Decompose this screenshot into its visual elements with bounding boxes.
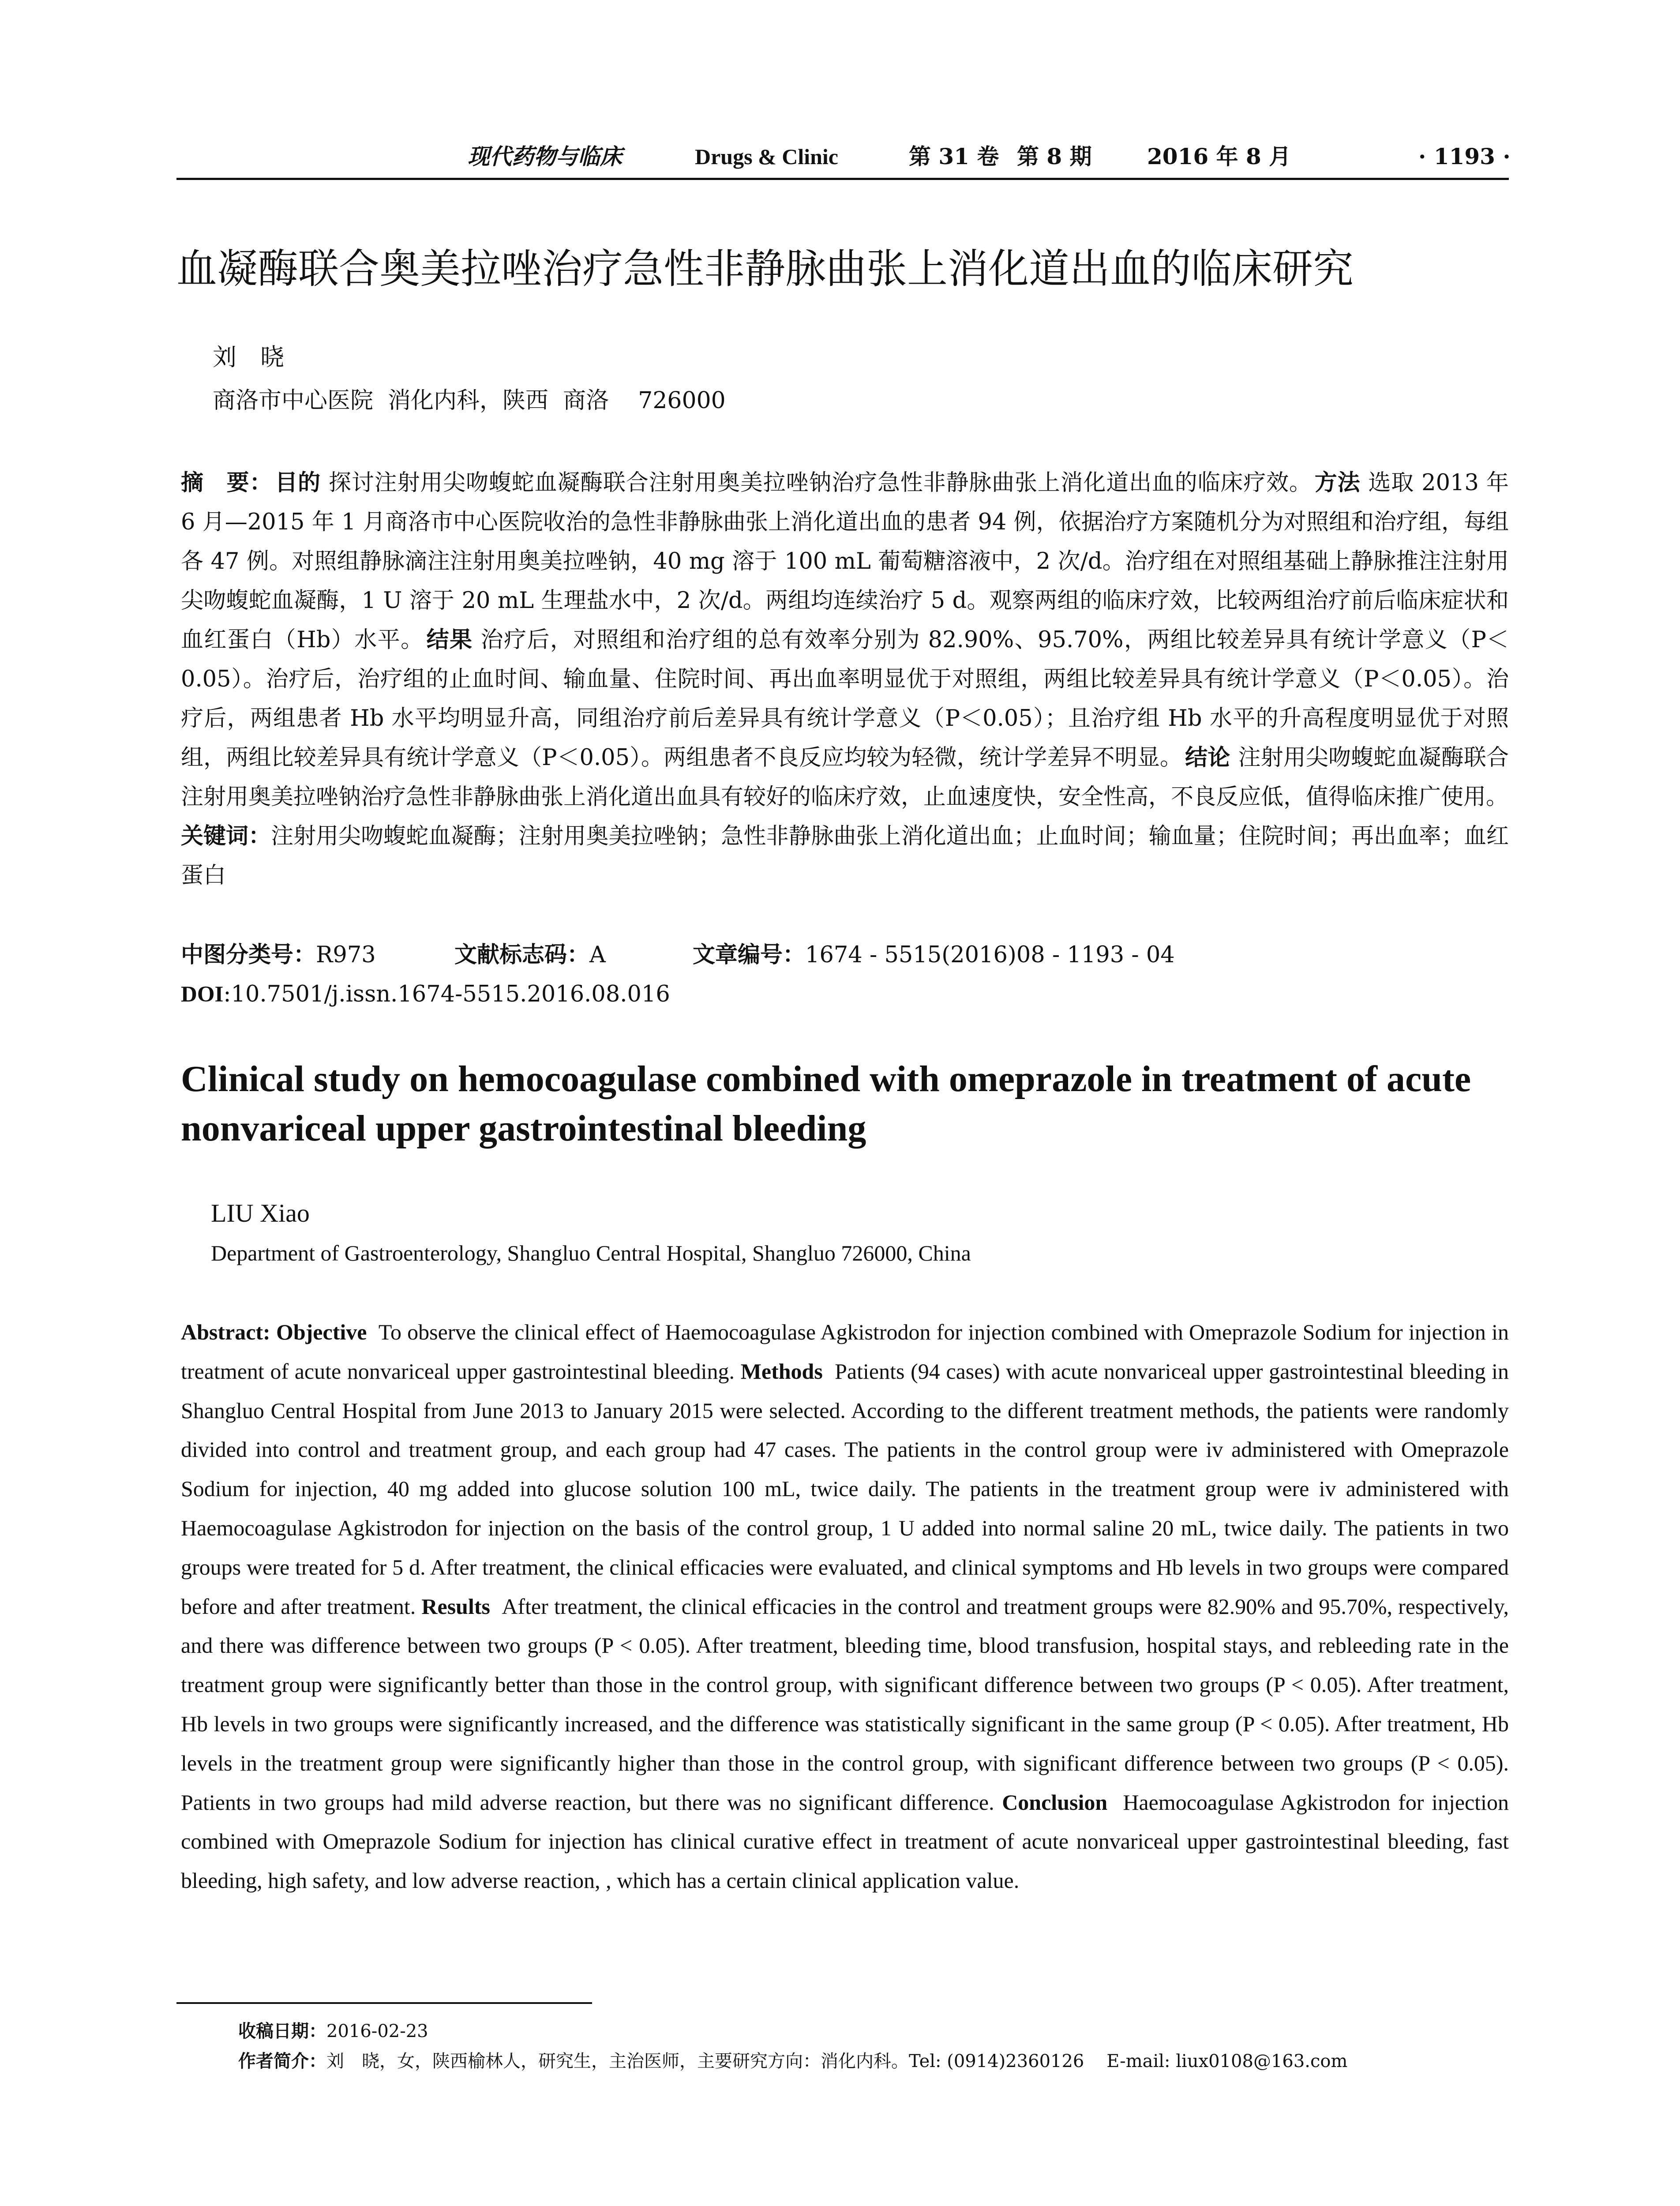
bio-value: 刘 晓，女，陕西榆林人，研究生，主治医师，主要研究方向：消化内科。Tel: (0914)2360126 E-mail: liux0108@163.com [326, 2051, 1348, 2071]
en-author: LIU Xiao [211, 1199, 310, 1227]
header-journal-en: Drugs & Clinic [695, 144, 838, 169]
header-page-number: · 1193 · [1418, 143, 1511, 169]
en-conclusion-label: Conclusion [1002, 1790, 1108, 1815]
doi-label: DOI [181, 982, 224, 1007]
en-abstract [181, 1313, 1509, 1900]
cn-title: 血凝酶联合奥美拉唑治疗急性非静脉曲张上消化道出血的临床研究 [176, 245, 1354, 293]
cn-methods-label: 方法 [1314, 470, 1361, 496]
en-abstract-body [181, 1313, 1509, 1900]
footnote-received [238, 2017, 428, 2045]
clc-value: R973 [316, 942, 376, 968]
cn-conclusion-label: 结论 [1185, 745, 1230, 771]
cn-abstract-label: 摘 要： [181, 470, 273, 496]
cn-abstract [181, 463, 1509, 895]
header-date: 2016 年 8 月 [1147, 143, 1291, 169]
en-conclusion-text: Haemocoagulase Agkistrodon for injection combined with Omeprazole Sodium for injection has clinical curative effect in treatment of acute nonvariceal upper gastrointestinal bleeding, fast bleeding, high safety, and low adverse reaction, , which has a certain clinical application value. [181, 1790, 1509, 1893]
en-methods-text: Patients (94 cases) with acute nonvariceal upper gastrointestinal bleeding in Shangluo Central Hospital from June 2013 to January 2015 were selected. According to the different treatment methods, the patients were randomly divided into control and treatment group, and each group had 47 cases. The patients in the control group were iv administered with Omeprazole Sodium for injection, 40 mg added into glucose solution 100 mL, twice daily. The patients in the treatment group were iv administered with Haemocoagulase Agkistrodon for injection on the basis of the control group, 1 U added into normal saline 20 mL, twice daily. The patients in two groups were treated for 5 d. After treatment, the clinical efficacies were evaluated, and clinical symptoms and Hb levels in two groups were compared before and after treatment. [181, 1358, 1509, 1619]
header-rule [176, 178, 1509, 180]
article-no-item [693, 935, 1175, 975]
en-abstract-label: Abstract: [181, 1320, 270, 1344]
cn-methods-text: 选取 2013 年 6 月—2015 年 1 月商洛市中心医院收治的急性非静脉曲张上消化道出血的患者 94 例，依据治疗方案随机分为对照组和治疗组，每组各 47 例。对照组静脉滴注注射用奥美拉唑钠，40 mg 溶于 100 mL 葡萄糖溶液中，2 次/d。治疗组在对照组基础上静脉推注注射用尖吻蝮蛇血凝酶，1 U 溶于 20 mL 生理盐水中，2 次/d。两组均连续治疗 5 d。观察两组的临床疗效，比较两组治疗前后临床症状和血红蛋白（Hb）水平。 [181, 470, 1509, 653]
doccode-item [454, 935, 693, 975]
cn-author: 刘 晓 [213, 343, 284, 371]
received-value: 2016-02-23 [326, 2021, 428, 2041]
cn-abstract-body [181, 463, 1509, 817]
cn-results-label: 结果 [426, 627, 473, 653]
en-results-label: Results [421, 1594, 490, 1619]
cn-keywords-text: 注射用尖吻蝮蛇血凝酶；注射用奥美拉唑钠；急性非静脉曲张上消化道出血；止血时间；输血量；住院时间；再出血率；血红蛋白 [181, 823, 1509, 889]
footnote-author-bio [238, 2047, 1347, 2075]
received-label: 收稿日期： [238, 2021, 326, 2041]
cn-objective-text: 探讨注射用尖吻蝮蛇血凝酶联合注射用奥美拉唑钠治疗急性非静脉曲张上消化道出血的临床疗效。 [329, 470, 1312, 496]
header-issue: 第 8 期 [1017, 143, 1092, 169]
cn-classification-line [181, 935, 1175, 975]
doccode-value: A [589, 942, 606, 968]
cn-conclusion-text: 注射用尖吻蝮蛇血凝酶联合注射用奥美拉唑钠治疗急性非静脉曲张上消化道出血具有较好的临床疗效，止血速度快，安全性高，不良反应低，值得临床推广使用。 [181, 745, 1509, 810]
footnote-rule [176, 2002, 592, 2004]
cn-keywords-label: 关键词： [181, 823, 271, 849]
cn-objective-label: 目的 [275, 470, 321, 496]
en-results-text: After treatment, the clinical efficacies in the control and treatment groups were 82.90% and 95.70%, respectively, and there was difference between two groups (P < 0.05). After treatment, bleeding time, blood transfusion, hospital stays, and rebleeding rate in the treatment group were significantly better than those in the control group, with significant difference between two groups (P < 0.05). After treatment, Hb levels in two groups were significantly increased, and the difference was statistically significant in the same group (P < 0.05). After treatment, Hb levels in the treatment group were significantly higher than those in the control group, with significant difference between two groups (P < 0.05). Patients in two groups had mild adverse reaction, but there was no significant difference. [181, 1594, 1509, 1815]
header-journal-cn: 现代药物与临床 [468, 144, 622, 169]
header-volume: 第 31 卷 [909, 143, 999, 169]
doi-line [181, 975, 670, 1014]
doi-value: :10.7501/j.issn.1674-5515.2016.08.016 [223, 981, 670, 1007]
bio-label: 作者简介： [238, 2051, 326, 2071]
en-affiliation: Department of Gastroenterology, Shangluo Central Hospital, Shangluo 726000, China [211, 1241, 971, 1265]
clc-label: 中图分类号： [181, 942, 316, 968]
cn-keywords [181, 817, 1509, 895]
clc-item [181, 935, 454, 975]
en-objective-text: To observe the clinical effect of Haemocoagulase Agkistrodon for injection combined with Omeprazole Sodium for injection in treatment of acute nonvariceal upper gastrointestinal bleeding. [181, 1320, 1509, 1384]
article-no-value: 1674 - 5515(2016)08 - 1193 - 04 [805, 942, 1175, 968]
cn-results-text: 治疗后，对照组和治疗组的总有效率分别为 82.90%、95.70%，两组比较差异具有统计学意义（P＜0.05）。治疗后，治疗组的止血时间、输血量、住院时间、再出血率明显优于对照组，两组比较差异具有统计学意义（P＜0.05）。治疗后，两组患者 Hb 水平均明显升高，同组治疗前后差异具有统计学意义（P＜0.05）；且治疗组 Hb 水平的升高程度明显优于对照组，两组比较差异具有统计学意义（P＜0.05）。两组患者不良反应均较为轻微，统计学差异不明显。 [181, 627, 1509, 771]
article-no-label: 文章编号： [693, 942, 806, 968]
en-objective-label: Objective [276, 1320, 367, 1344]
en-title: Clinical study on hemocoagulase combined with omeprazole in treatment of acute nonvariceal upper gastrointestinal bleeding [181, 1058, 1471, 1149]
en-methods-label: Methods [740, 1358, 823, 1384]
doccode-label: 文献标志码： [454, 942, 590, 968]
cn-affiliation: 商洛市中心医院 消化内科，陕西 商洛 726000 [213, 387, 726, 414]
